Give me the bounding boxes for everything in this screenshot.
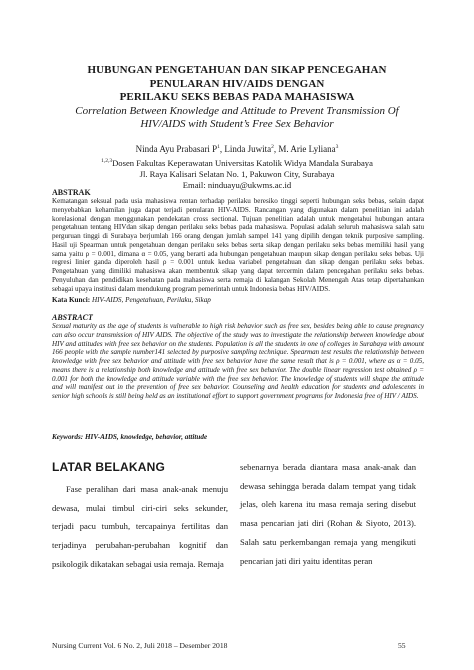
body-paragraph-right: sebenarnya berada diantara masa anak-anak dan dewasa sehingga berada dalam tempat yang tidak jelas, oleh karena itu masa remaja sering disebut masa pencarian jati diri (Rohan & Siyoto, 2013). Salah satu perkembangan remaja yang mengikuti pencarian jati diri yaitu identitas peran xyxy=(240,462,416,566)
title-line-1: HUBUNGAN PENGETAHUAN DAN SIKAP PENCEGAHAN xyxy=(87,64,387,76)
title-line-3: PERILAKU SEKS BEBAS PADA MAHASISWA xyxy=(119,91,355,103)
keywords-value: HIV-AIDS, knowledge, behavior, attitude xyxy=(83,433,208,441)
author-3: , M. Arie Lyliana xyxy=(273,144,336,154)
author-1: Ninda Ayu Prabasari P xyxy=(135,144,218,154)
abstrak-section xyxy=(52,188,424,293)
affiliation xyxy=(40,156,434,169)
author-1-sup: 1 xyxy=(217,144,220,150)
body-paragraph-left: Fase peralihan dari masa anak-anak menuju dewasa, mulai timbul ciri-ciri seks sekunder, terjadi pacu tumbuh, tercapainya fertilitas dan terjadinya perubahan-perubahan kognitif dan psikologik dikatakan sebagai usia remaja. Remaja xyxy=(52,484,228,569)
title-en-line-2: HIV/AIDS with Student’s Free Sex Behavior xyxy=(140,117,334,130)
keywords xyxy=(52,433,424,441)
affiliation-sup: 1,2,3 xyxy=(101,158,113,164)
kata-kunci-label: Kata Kunci: xyxy=(52,296,91,304)
body-column-right xyxy=(240,458,416,570)
abstrak-heading: ABSTRAK xyxy=(52,188,91,197)
abstrak-text: Kematangan seksual pada usia mahasiswa rentan terhadap perilaku beresiko tinggi seperti hubungan seks bebas, selain dapat menyebabkan kehamilan juga dapat terjadi penularan HIV-AIDS. Rancangan yang digunakan dalam penelitian ini adalah korelasional dengan menggunakan pendekatan cross sectional. Tujuan penelitian adalah untuk mengetahui hubungan antara pengetahuan tentang HIVdan sikap dengan perilaku seks bebas pada mahasiswa. Populasi adalah seluruh mahasiswa salah satu perguruan tinggi di Surabaya berjumlah 166 orang dengan jumlah sampel 141 yang dipilih dengan teknik purposive sampling. Hasil uji Spearman untuk pengetahuan dengan perilaku seks bebas serta sikap dengan perilaku seks bebas memiliki hasil yang sama yaitu ρ = 0.001, dimana α = 0.05, yang berarti ada hubungan pengetahuan maupun sikap dengan perilaku seks bebas. Uji regresi linier ganda diperoleh hasil ρ = 0.001 untuk kedua variabel pengetahuan dan sikap dengan perilaku seks bebas. Pengetahuan yang dimiliki mahasiswa akan membentuk sikap yang dapat tercermin dalam pencegahan perilaku seks bebas. Penyuluhan dan pendidikan kesehatan pada mahasiswa serta remaja di kalangan Sekolah Menengah Atas tetap dipertahankan sebagai upaya institusi dalam mendukung program pemerintah untuk Indonesia bebas HIV/AIDS. xyxy=(52,197,424,293)
kata-kunci xyxy=(52,296,424,304)
abstract-section xyxy=(52,313,424,401)
affiliation-text: Dosen Fakultas Keperawatan Universitas Katolik Widya Mandala Surabaya xyxy=(112,157,373,168)
title-line-2: PENULARAN HIV/AIDS DENGAN xyxy=(149,77,325,90)
title-en-line-1: Correlation Between Knowledge and Attitude to Prevent Transmission Of xyxy=(75,104,399,117)
author-2-sup: 2 xyxy=(271,144,274,150)
author-2: , Linda Juwita xyxy=(219,144,272,154)
author-3-sup: 3 xyxy=(335,144,339,150)
footer-journal: Nursing Current Vol. 6 No. 2, Juli 2018 – Desember 2018 xyxy=(52,641,228,650)
email[interactable]: Email: ninduayu@ukwms.ac.id xyxy=(182,179,292,190)
abstract-text: Sexual maturity as the age of students is vulnerable to high risk behavior such as free sex, besides being able to cause pregnancy can also occur transmission of HIV AIDS. The objective of the study was to investigate the relationship between knowledge about HIV and attitudes with free sex behavior on the students. Population is all the students in one of colleges in Surabaya with amount 166 people with the sample number141 selected by purposive sampling technique. Spearman test results the relationship between knowledge with free sex behavior and attitude with free sex behavior have the same result that is ρ = 0.001, where as α = 0.05, means there is a relationship both knowledge and attitude with free sex behavior. The double linear regression test obtained ρ = 0.001 for both the knowledge and attitude variable with the free sex behavior. The knowledge of students will shape the attitude and will manifest out in the prevention of free sex behavior. Counseling and health education for students and adolescents in senior high schools is still being held as an institutional effort to support government programs for Indonesia free of HIV / AIDS. xyxy=(52,322,424,400)
author-names xyxy=(40,142,434,155)
page-number: 55 xyxy=(398,641,406,650)
author-block xyxy=(40,142,434,191)
body-column-left xyxy=(52,458,228,574)
kata-kunci-value: HIV-AIDS, Pengetahuan, Perilaku, Sikap xyxy=(90,296,211,304)
keywords-label: Keywords: xyxy=(52,433,84,441)
abstract-heading: ABSTRACT xyxy=(52,313,93,322)
title-block xyxy=(40,64,434,131)
address: Jl. Raya Kalisari Selatan No. 1, Pakuwon City, Surabaya xyxy=(139,168,335,179)
section-title: LATAR BELAKANG xyxy=(52,460,166,474)
